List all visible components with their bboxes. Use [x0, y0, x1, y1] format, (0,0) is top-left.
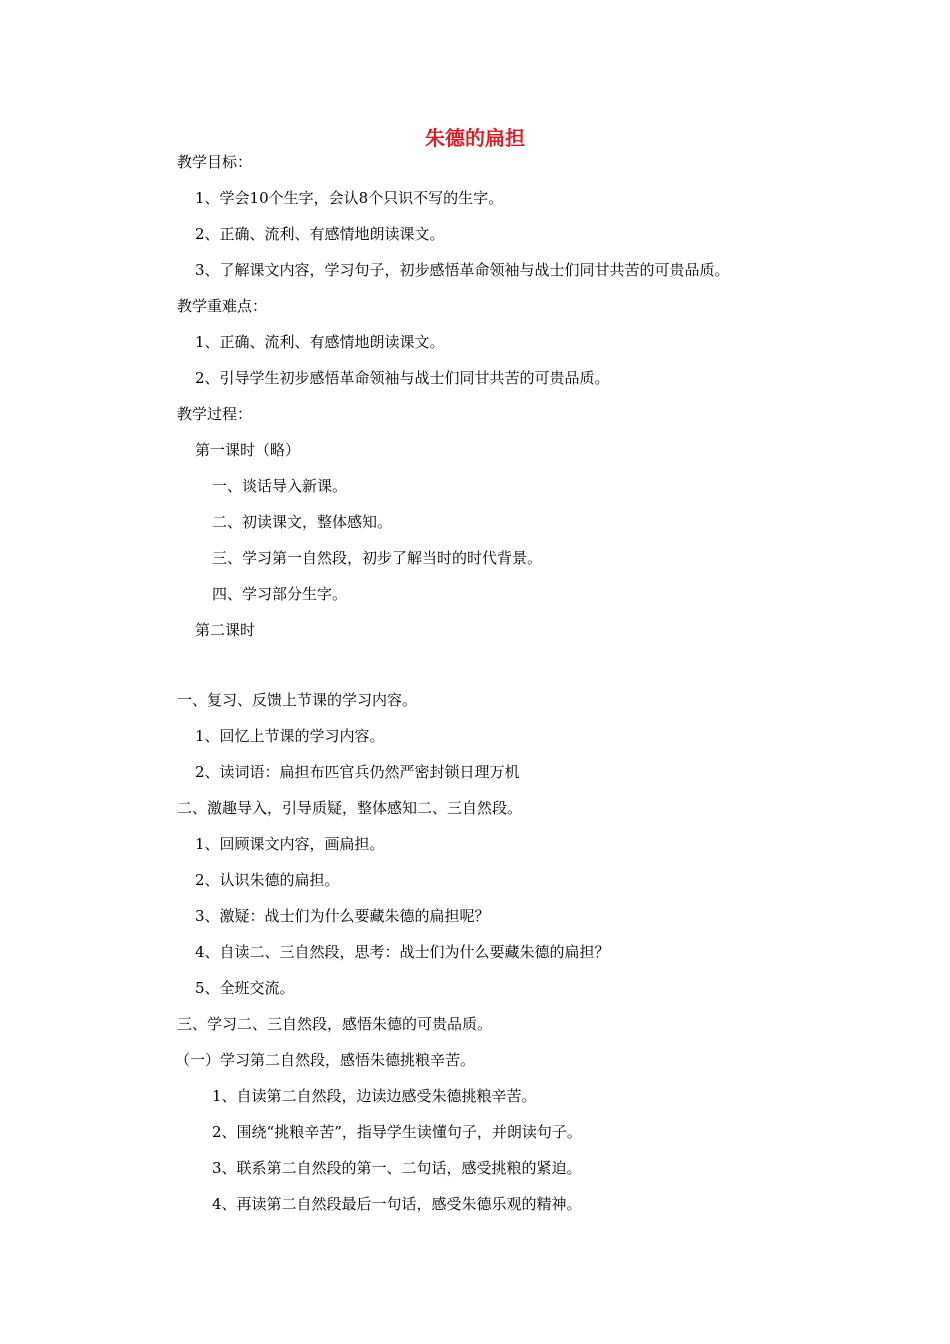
section-item: 5、全班交流。	[195, 979, 295, 997]
process-item: 二、初读课文，整体感知。	[212, 513, 393, 531]
subsection-heading: （一）学习第二自然段，感悟朱德挑粮辛苦。	[175, 1051, 476, 1069]
section-item: 2、认识朱德的扁担。	[195, 871, 340, 889]
heading-process: 教学过程：	[177, 405, 253, 423]
process-item: 一、谈话导入新课。	[212, 477, 348, 495]
section-heading: 三、学习二、三自然段，感悟朱德的可贵品质。	[177, 1015, 493, 1033]
objective-item: 1、学会10个生字，会认8个只识不写的生字。	[195, 189, 504, 207]
heading-key-points: 教学重难点：	[177, 297, 268, 315]
section-heading: 二、激趣导入，引导质疑，整体感知二、三自然段。	[177, 799, 523, 817]
key-point-item: 2、引导学生初步感悟革命领袖与战士们同甘共苦的可贵品质。	[195, 369, 610, 387]
key-point-item: 1、正确、流利、有感情地朗读课文。	[195, 333, 445, 351]
section-item: 1、回顾课文内容，画扁担。	[195, 835, 385, 853]
document-title: 朱德的扁担	[425, 126, 525, 150]
lesson-heading: 第二课时	[195, 621, 256, 639]
subsection-item: 3、联系第二自然段的第一、二句话，感受挑粮的紧迫。	[212, 1159, 582, 1177]
lesson-heading: 第一课时（略）	[195, 441, 301, 459]
heading-objectives: 教学目标：	[177, 153, 253, 171]
objective-item: 3、了解课文内容，学习句子，初步感悟革命领袖与战士们同甘共苦的可贵品质。	[195, 261, 730, 279]
section-item: 1、回忆上节课的学习内容。	[195, 727, 385, 745]
objective-item: 2、正确、流利、有感情地朗读课文。	[195, 225, 445, 243]
section-heading: 一、复习、反馈上节课的学习内容。	[177, 691, 418, 709]
section-item: 4、自读二、三自然段，思考：战士们为什么要藏朱德的扁担？	[195, 943, 610, 961]
subsection-item: 2、围绕“挑粮辛苦”，指导学生读懂句子，并朗读句子。	[212, 1123, 582, 1141]
section-item: 2、读词语：扁担布匹官兵仍然严密封锁日理万机	[195, 763, 520, 781]
subsection-item: 1、自读第二自然段，边读边感受朱德挑粮辛苦。	[212, 1087, 537, 1105]
subsection-item: 4、再读第二自然段最后一句话，感受朱德乐观的精神。	[212, 1195, 582, 1213]
process-item: 四、学习部分生字。	[212, 585, 348, 603]
section-item: 3、激疑：战士们为什么要藏朱德的扁担呢？	[195, 907, 490, 925]
process-item: 三、学习第一自然段，初步了解当时的时代背景。	[212, 549, 543, 567]
